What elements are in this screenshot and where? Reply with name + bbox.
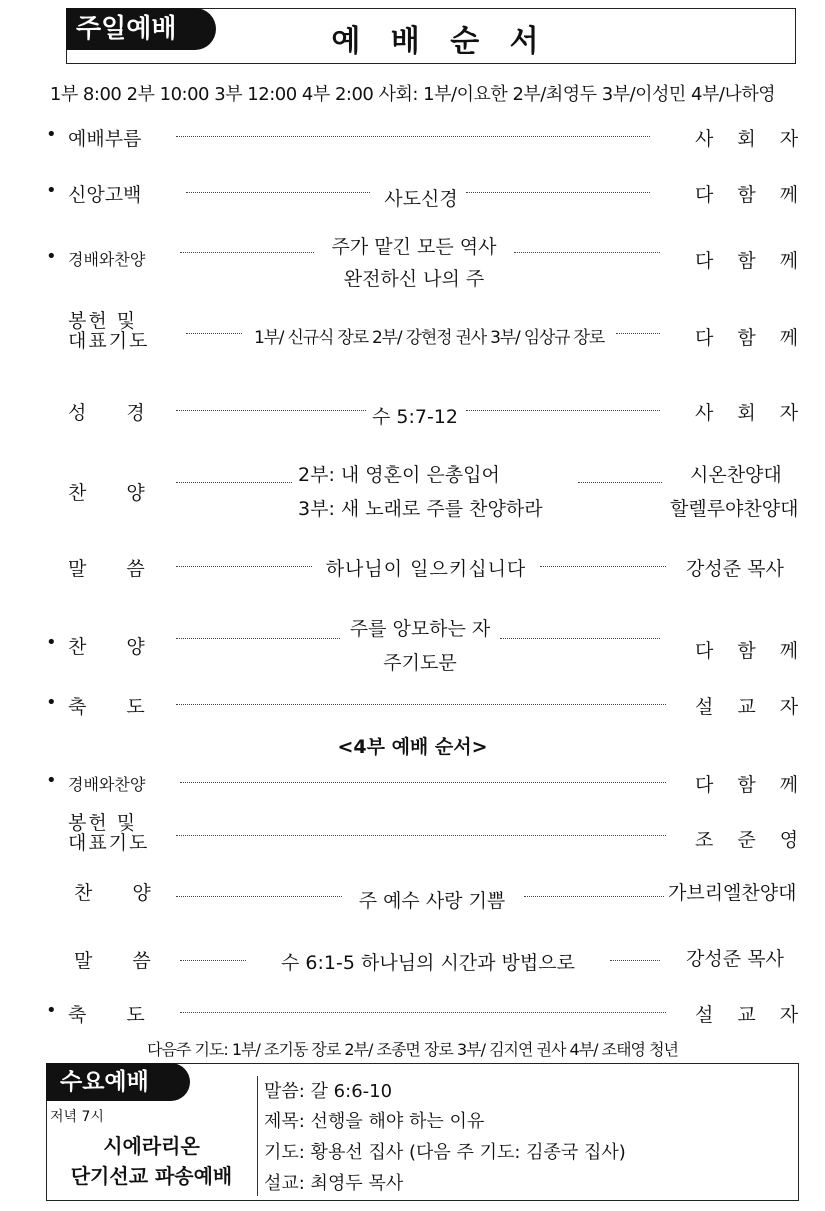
- next-week-prayer: 다음주 기도: 1부/ 조기동 장로 2부/ 조종면 장로 3부/ 김지연 권사 4부/ 조태영 청년: [146, 1040, 678, 1059]
- section-title-4th-service: <4부 예배 순서>: [337, 736, 488, 758]
- leader-dots: [540, 566, 666, 567]
- leader-dots: [176, 136, 650, 137]
- order-label: 대표기도: [68, 330, 150, 352]
- order-content: 수 5:7-12: [371, 406, 458, 428]
- order-leader: 다 함 께: [695, 250, 808, 272]
- wednesday-service-name: 시에라리온: [103, 1134, 200, 1158]
- order-content: 2부: 내 영혼이 은총입어: [298, 464, 500, 486]
- page-title: 예 배 순 서: [331, 24, 549, 59]
- wednesday-scripture: 말씀: 갈 6:6-10: [264, 1081, 393, 1102]
- order-label: 봉헌 및: [68, 812, 138, 834]
- bullet-icon: •: [46, 124, 57, 145]
- leader-dots: [176, 410, 366, 411]
- order-label: 성경: [68, 402, 185, 424]
- leader-dots: [524, 896, 664, 897]
- order-leader: 강성준 목사: [686, 558, 784, 580]
- order-label: 경배와찬양: [68, 775, 146, 794]
- order-label: 축도: [68, 1004, 185, 1026]
- wednesday-service-name: 단기선교 파송예배: [70, 1164, 233, 1188]
- service-tab-wednesday: 수요예배: [46, 1063, 190, 1101]
- bullet-icon: •: [46, 246, 57, 267]
- wednesday-sermon-title: 제목: 선행을 해야 하는 이유: [264, 1111, 485, 1132]
- leader-dots: [176, 896, 342, 897]
- order-label: 신앙고백: [68, 184, 142, 206]
- bullet-icon: •: [46, 632, 57, 653]
- leader-dots: [616, 333, 660, 334]
- leader-dots: [180, 960, 246, 961]
- leader-dots: [176, 835, 666, 836]
- service-times: 1부 8:00 2부 10:00 3부 12:00 4부 2:00 사회: 1부/이요한 2부/최영두 3부/이성민 4부/나하영: [49, 84, 776, 105]
- order-content: 주를 앙모하는 자: [349, 618, 491, 640]
- leader-dots: [180, 782, 666, 783]
- order-leader: 다 함 께: [695, 327, 808, 349]
- order-content: 주 예수 사랑 기쁨: [358, 890, 506, 912]
- order-label: 말씀: [74, 950, 191, 972]
- leader-dots: [186, 192, 370, 193]
- order-label: 찬양: [68, 482, 185, 504]
- wednesday-preacher: 설교: 최영두 목사: [264, 1173, 404, 1194]
- order-content: 주기도문: [383, 652, 457, 674]
- leader-dots: [466, 410, 660, 411]
- leader-dots: [610, 960, 660, 961]
- leader-dots: [500, 638, 660, 639]
- leader-dots: [578, 482, 662, 483]
- order-label: 대표기도: [68, 832, 150, 854]
- order-content: 완전하신 나의 주: [343, 268, 485, 290]
- leader-dots: [176, 566, 312, 567]
- order-content: 3부: 새 노래로 주를 찬양하라: [298, 498, 543, 520]
- leader-dots: [180, 1012, 666, 1013]
- wednesday-time: 저녁 7시: [50, 1109, 104, 1125]
- order-leader: 다 함 께: [695, 184, 808, 206]
- order-leader: 설 교 자: [695, 696, 808, 718]
- leader-dots: [186, 333, 242, 334]
- order-leader: 강성준 목사: [686, 948, 784, 970]
- leader-dots: [176, 482, 292, 483]
- leader-dots: [514, 252, 660, 253]
- order-leader: 설 교 자: [695, 1004, 808, 1026]
- order-leader: 조 준 영: [695, 829, 808, 851]
- divider: [257, 1076, 258, 1196]
- leader-dots: [180, 252, 314, 253]
- order-label: 예배부름: [68, 128, 142, 150]
- order-content: 수 6:1-5 하나님의 시간과 방법으로: [281, 952, 575, 974]
- service-tab-sunday: 주일예배: [66, 8, 216, 50]
- order-leader: 다 함 께: [695, 774, 808, 796]
- bullet-icon: •: [46, 1000, 57, 1021]
- order-leader: 다 함 께: [695, 640, 808, 662]
- order-leader: 할렐루야찬양대: [670, 498, 799, 520]
- order-leader: 시온찬양대: [690, 464, 782, 486]
- leader-dots: [176, 638, 340, 639]
- order-label: 찬양: [74, 882, 191, 904]
- order-label: 봉헌 및: [68, 310, 138, 332]
- wednesday-prayer: 기도: 황용선 집사 (다음 주 기도: 김종국 집사): [264, 1142, 626, 1163]
- order-content: 주가 맡긴 모든 역사: [331, 236, 497, 258]
- order-leader: 사 회 자: [695, 402, 808, 424]
- leader-dots: [466, 192, 650, 193]
- order-label: 경배와찬양: [68, 250, 146, 269]
- order-content: 하나님이 일으키십니다: [325, 558, 527, 580]
- order-label: 축도: [68, 696, 185, 718]
- bullet-icon: •: [46, 770, 57, 791]
- order-label: 말씀: [68, 558, 185, 580]
- order-leader: 사 회 자: [695, 128, 808, 150]
- leader-dots: [176, 704, 666, 705]
- order-content: 1부/ 신규식 장로 2부/ 강현정 권사 3부/ 임상규 장로: [253, 328, 605, 348]
- bullet-icon: •: [46, 692, 57, 713]
- order-content: 사도신경: [384, 188, 458, 210]
- order-label: 찬양: [68, 636, 185, 658]
- order-leader: 가브리엘찬양대: [668, 882, 797, 904]
- bullet-icon: •: [46, 180, 57, 201]
